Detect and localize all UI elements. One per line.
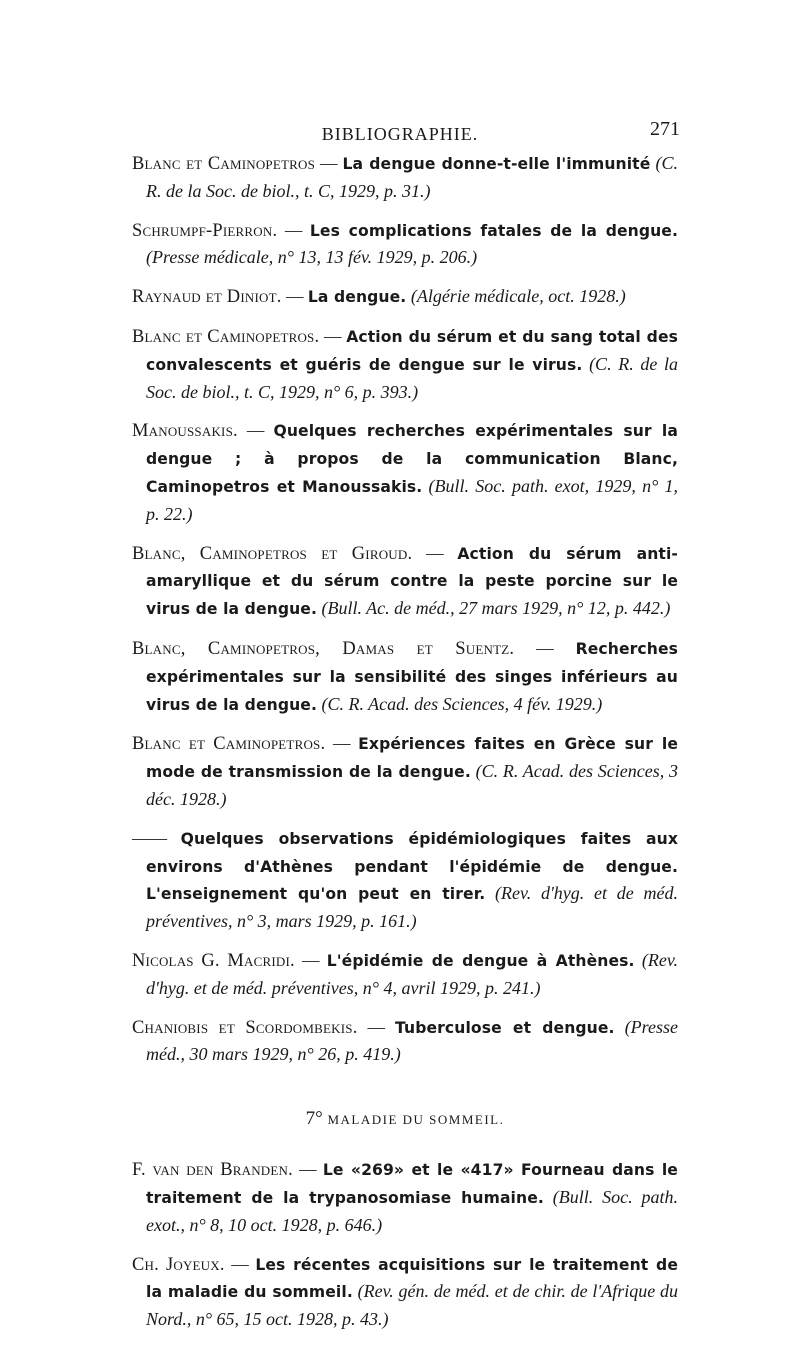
entry-authors: Manoussakis. (132, 421, 238, 442)
entry-authors: Ch. Joyeux. (132, 1254, 225, 1275)
entry-authors: Chaniobis et Scordombekis. (132, 1017, 358, 1038)
entry-reference: (Presse médicale, n° 13, 13 fév. 1929, p. 206.) (146, 247, 478, 268)
entry-title: Action du sérum anti-amaryllique et du sérum contre la peste porcine sur le virus de la dengue. (146, 544, 678, 619)
entry-title: Expériences faites en Grèce sur le mode de transmission de la dengue. (146, 735, 679, 782)
entry-authors: F. van den Branden. (132, 1160, 293, 1181)
section-title: MALADIE DU SOMMEIL. (327, 1112, 505, 1128)
bibliography-list (132, 150, 678, 1345)
entry-dash: — (319, 325, 347, 346)
entry-reference: (C. R. de la Soc. de biol., t. C, 1929, p. 31.) (146, 153, 679, 201)
entry-dash: — (357, 1016, 395, 1037)
entry-reference: (Bull. Soc. path. exot., n° 8, 10 oct. 1928, p. 646.) (146, 1186, 679, 1235)
entry-authors: Raynaud et Diniot. (132, 287, 282, 308)
entry-title: Quelques observations épidémiologiques faites aux environs d'Athènes pendant l'épidémie de dengue. L'enseignement qu'on peut en tirer. (146, 829, 679, 904)
entry-title: Action du sérum et du sang total des convalescents et guéris de dengue sur le virus. (146, 327, 679, 374)
entry-title: Tuberculose et dengue. (394, 1018, 615, 1037)
bibliography-entry (132, 217, 678, 272)
entry-dash: — (292, 1159, 323, 1180)
entry-title: Quelques recherches expérimentales sur la dengue ; à propos de la communication Blanc, Caminopetros et Manoussakis. (146, 422, 678, 496)
page-number: 271 (650, 118, 680, 140)
entry-dash: — (281, 286, 308, 307)
bibliography-entry (132, 947, 678, 1002)
bibliography-entry (132, 635, 678, 718)
bibliography-entry (132, 1251, 678, 1333)
entry-dash: — (325, 733, 359, 754)
entry-reference: (Presse méd., 30 mars 1929, n° 26, p. 419.) (146, 1016, 679, 1065)
section-number: 7° (305, 1108, 323, 1130)
entry-dash: — (237, 420, 274, 441)
bibliography-entry (132, 1014, 678, 1069)
entry-authors: Blanc et Caminopetros. (132, 326, 320, 347)
section-heading (132, 1108, 678, 1130)
entry-dash: — (224, 1253, 256, 1274)
entry-title: Recherches expérimentales sur la sensibilité des singes inférieurs au virus de la dengue. (146, 639, 679, 714)
entry-authors: Nicolas G. Macridi. (132, 950, 295, 971)
entry-reference: (Rev. d'hyg. et de méd. préventives, n° 3, mars 1929, p. 161.) (146, 883, 678, 932)
bibliography-entry (132, 730, 678, 812)
entry-reference: (Rev. gén. de méd. et de chir. de l'Afrique du Nord., n° 65, 15 oct. 1928, p. 43.) (146, 1281, 678, 1330)
running-head (0, 118, 800, 148)
entry-dash: — (514, 637, 576, 658)
entry-title: Les complications fatales de la dengue. (309, 221, 678, 240)
entry-reference: (Rev. d'hyg. et de méd. préventives, n° 4, avril 1929, p. 241.) (146, 949, 678, 998)
entry-title: Les récentes acquisitions sur le traitement de la maladie du sommeil. (146, 1255, 678, 1302)
entry-authors: Schrumpf-Pierron. (132, 220, 278, 241)
bibliography-entry (132, 1156, 678, 1238)
entry-title: Le «269» et le «417» Fourneau dans le traitement de la trypanosomiase humaine. (146, 1161, 678, 1207)
entry-dash: — (315, 153, 343, 173)
entry-title: L'épidémie de dengue à Athènes. (326, 951, 635, 970)
entry-authors: Blanc, Caminopetros et Giroud. (132, 543, 413, 564)
entry-reference: (Algérie médicale, oct. 1928.) (406, 286, 626, 307)
entry-reference: (C. R. Acad. des Sciences, 4 fév. 1929.) (316, 693, 603, 714)
bibliography-entry (132, 150, 678, 205)
entry-title: La dengue donne-t-elle l'immunité (342, 155, 651, 173)
bibliography-entry (132, 825, 678, 935)
entry-dash: — (277, 219, 310, 240)
running-title: BIBLIOGRAPHIE. (321, 124, 479, 144)
entry-dash: — (412, 542, 458, 563)
entry-authors: Blanc, Caminopetros, Damas et Suentz. (132, 638, 515, 659)
bibliography-entry (132, 283, 678, 311)
bibliography-entry (132, 417, 678, 527)
bibliography-entry (132, 540, 678, 623)
entry-reference: (C. R. Acad. des Sciences, 3 déc. 1928.) (146, 761, 678, 809)
entry-title: La dengue. (307, 288, 407, 307)
entry-dash: — (294, 949, 327, 970)
bibliography-entry (132, 323, 678, 405)
entry-authors: Blanc et Caminopetros. (132, 734, 326, 755)
entry-reference: (Bull. Soc. path. exot, 1929, n° 1, p. 22.) (146, 475, 678, 524)
entry-dash: —— (132, 827, 181, 848)
entry-authors: Blanc et Caminopetros (132, 154, 316, 174)
entry-reference: (Bull. Ac. de méd., 27 mars 1929, n° 12, p. 442.) (316, 598, 671, 619)
entry-reference: (C. R. de la Soc. de biol., t. C, 1929, n° 6, p. 393.) (146, 353, 678, 402)
